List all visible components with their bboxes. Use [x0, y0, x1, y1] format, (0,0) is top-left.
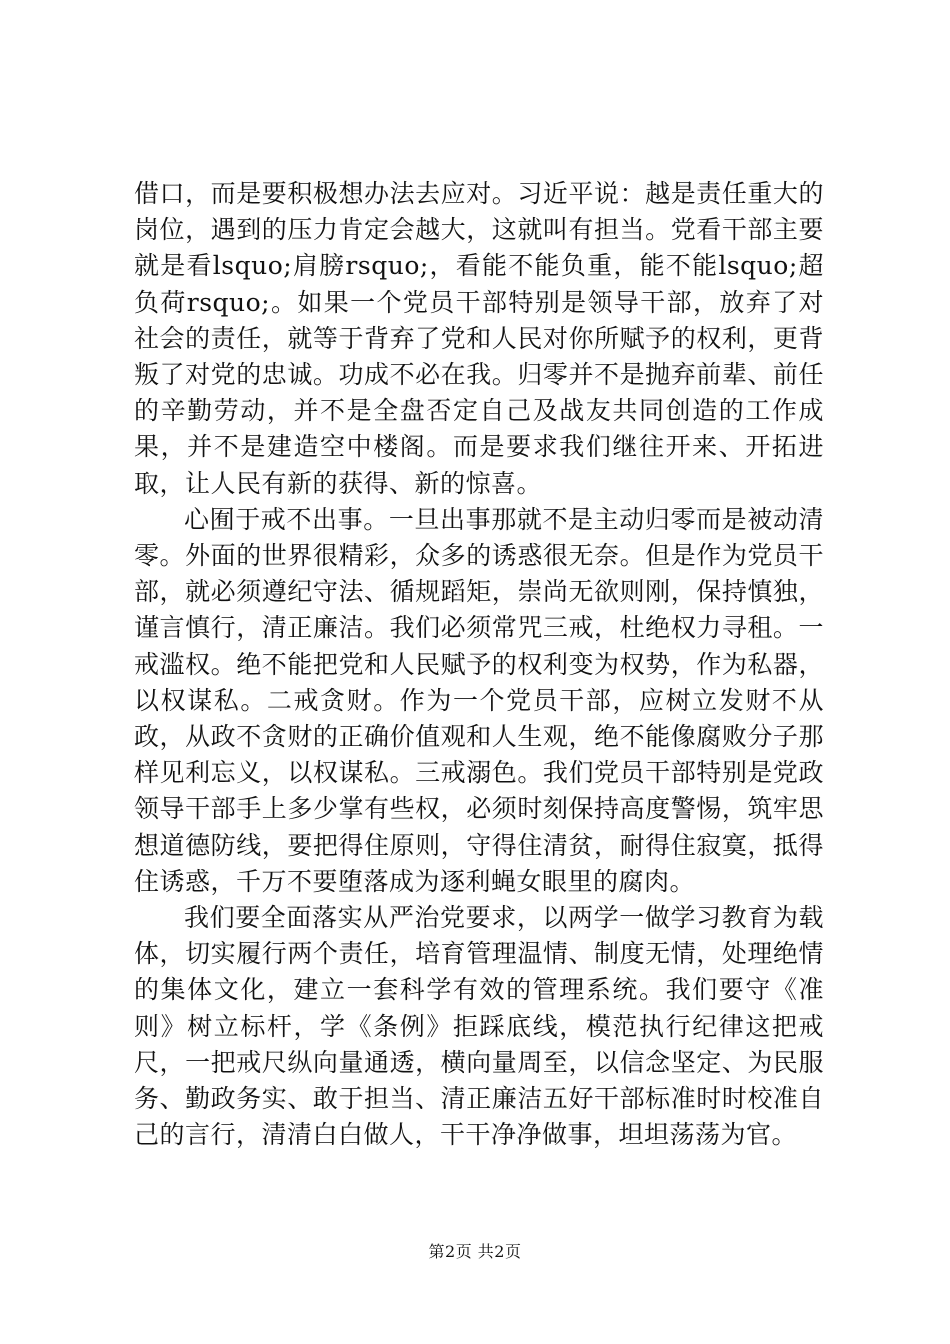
paragraph-2: 心囿于戒不出事。一旦出事那就不是主动归零而是被动清零。外面的世界很精彩，众多的诱惑很无奈。但是作为党员干部，就必须遵纪守法、循规蹈矩，崇尚无欲则刚，保持慎独，谨言慎行，清正廉洁。我们必须常咒三戒，杜绝权力寻租。一戒滥权。绝不能把党和人民赋予的权利变为权势，作为私器，以权谋私。二戒贪财。作为一个党员干部，应树立发财不从政，从政不贪财的正确价值观和人生观，绝不能像腐败分子那样见利忘义，以权谋私。三戒溺色。我们党员干部特别是党政领导干部手上多少掌有些权，必须时刻保持高度警惕，筑牢思想道德防线，要把得住原则，守得住清贫，耐得住寂寞，抵得住诱惑，千万不要堕落成为逐利蝇女眼里的腐肉。 [134, 504, 824, 896]
page-number-footer: 第2页 共2页 [428, 1242, 522, 1261]
document-body [134, 176, 824, 1153]
paragraph-1: 借口，而是要积极想办法去应对。习近平说：越是责任重大的岗位，遇到的压力肯定会越大，这就叫有担当。党看干部主要就是看lsquo;肩膀rsquo;，看能不能负重，能不能lsquo;超负荷rsquo;。如果一个党员干部特别是领导干部，放弃了对社会的责任，就等于背弃了党和人民对你所赋予的权利，更背叛了对党的忠诚。功成不必在我。归零并不是抛弃前辈、前任的辛勤劳动，并不是全盘否定自己及战友共同创造的工作成果，并不是建造空中楼阁。而是要求我们继往开来、开拓进取，让人民有新的获得、新的惊喜。 [134, 179, 824, 498]
paragraph-3: 我们要全面落实从严治党要求，以两学一做学习教育为载体，切实履行两个责任，培育管理温情、制度无情，处理绝情的集体文化，建立一套科学有效的管理系统。我们要守《准则》树立标杆，学《条例》拒踩底线，模范执行纪律这把戒尺，一把戒尺纵向量通透，横向量周至，以信念坚定、为民服务、勤政务实、敢于担当、清正廉洁五好干部标准时时校准自己的言行，清清白白做人，干干净净做事，坦坦荡荡为官。 [134, 903, 824, 1150]
